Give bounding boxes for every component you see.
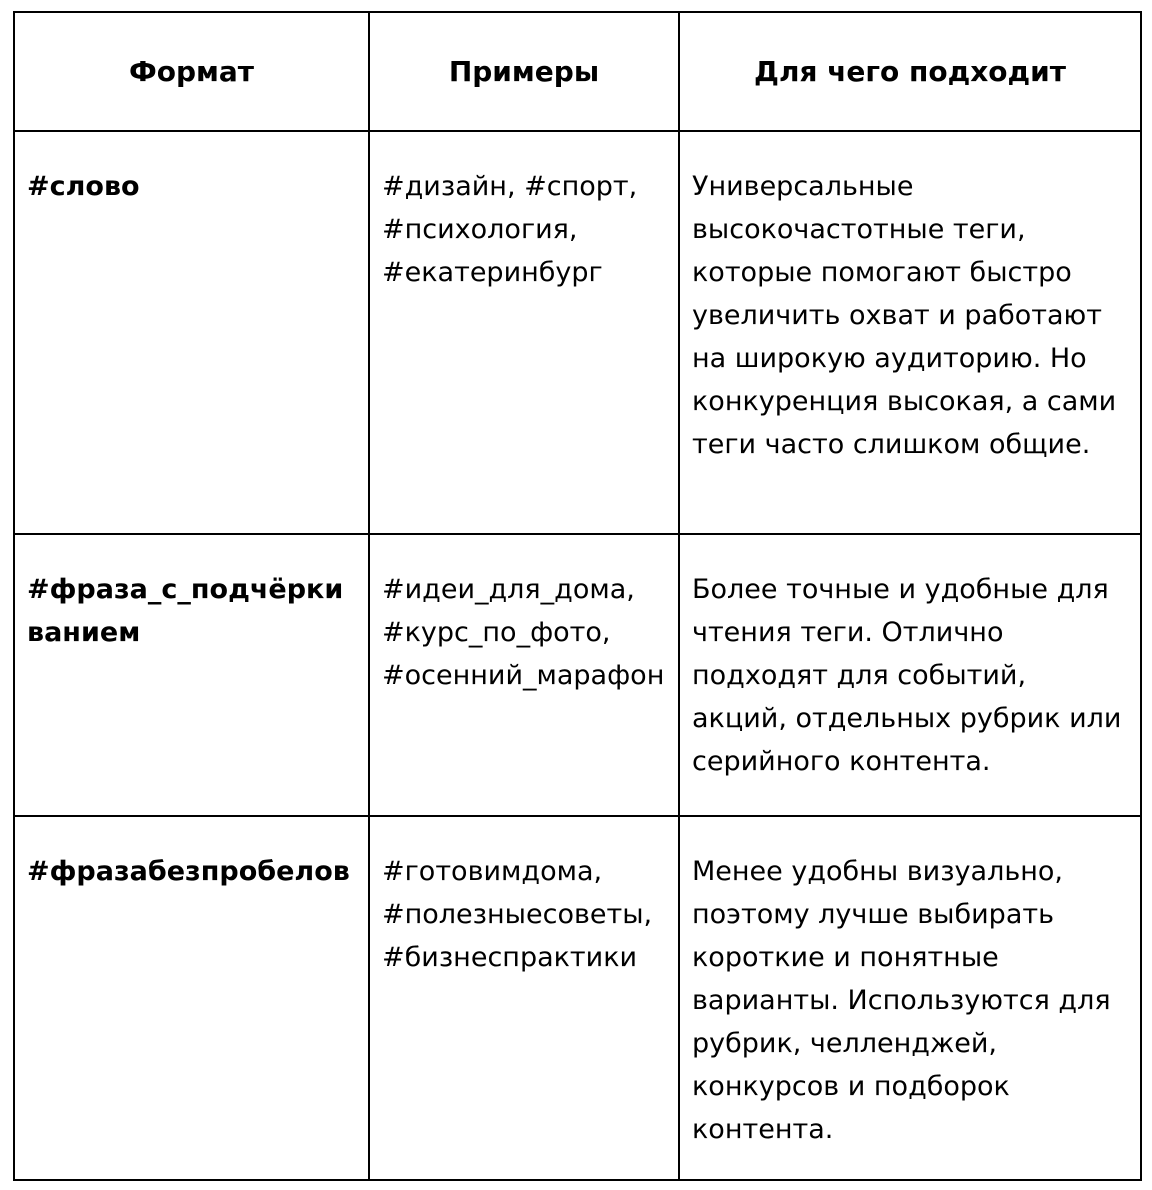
table-row-slovo — [14, 131, 1141, 534]
examples-cell: #дизайн, #спорт, #психология, #екатеринбург — [369, 131, 679, 534]
column-header-examples: Примеры — [369, 12, 679, 131]
suitable-for-cell: Более точные и удобные для чтения теги. Отлично подходят для событий, акций, отдельных рубрик или серийного контента. — [679, 534, 1141, 816]
format-cell: #фраза_с_подчёркиванием — [14, 534, 369, 816]
column-header-format: Формат — [14, 12, 369, 131]
suitable-for-cell: Менее удобны визуально, поэтому лучше выбирать короткие и понятные варианты. Используются для рубрик, челленджей, конкурсов и подборок контента. — [679, 816, 1141, 1180]
examples-cell: #идеи_для_дома, #курс_по_фото, #осенний_марафон — [369, 534, 679, 816]
suitable-for-cell: Универсальные высокочастотные теги, которые помогают быстро увеличить охват и работают на широкую аудиторию. Но конкуренция высокая, а сами теги часто слишком общие. — [679, 131, 1141, 534]
table-header-row — [14, 12, 1141, 131]
table-row-fraza-s-podcherkivaniem — [14, 534, 1141, 816]
column-header-suitable-for: Для чего подходит — [679, 12, 1141, 131]
hashtag-format-table — [13, 11, 1142, 1181]
examples-cell: #готовимдома, #полезныесоветы, #бизнеспрактики — [369, 816, 679, 1180]
table-row-frazabezprobelov — [14, 816, 1141, 1180]
format-cell: #слово — [14, 131, 369, 534]
format-cell: #фразабезпробелов — [14, 816, 369, 1180]
